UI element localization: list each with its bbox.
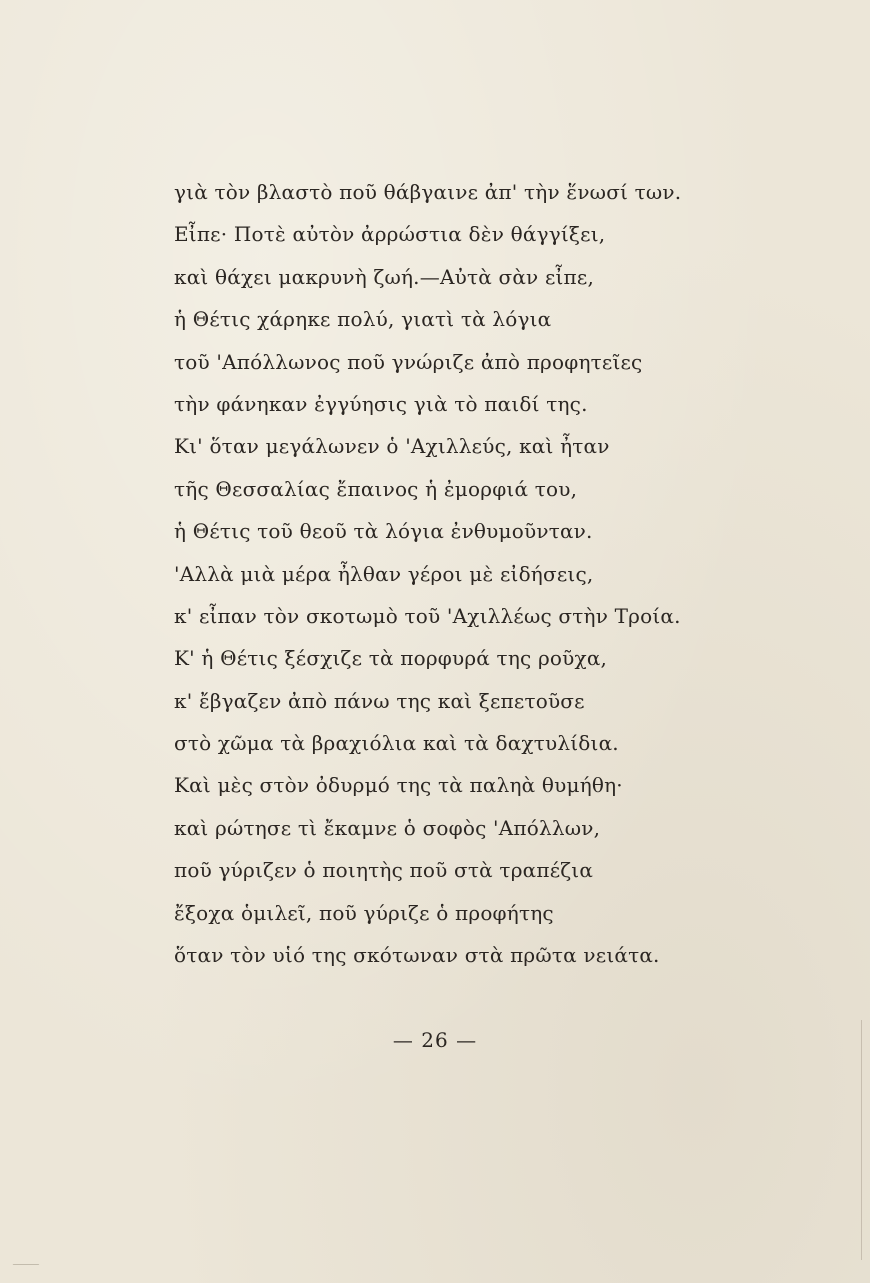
poem-text (174, 171, 734, 976)
poem-line: γιὰ τὸν βλαστὸ ποῦ θάβγαινε ἀπ' τὴν ἕνωσί των. (174, 180, 682, 204)
poem-line: ἔξοχα ὁμιλεῖ, ποῦ γύριζε ὁ προφήτης (174, 900, 554, 925)
poem-line: τῆς Θεσσαλίας ἔπαινος ἡ ἐμορφιά του, (174, 476, 578, 501)
poem-line: Κ' ἡ Θέτις ξέσχιζε τὰ πορφυρά της ροῦχα, (174, 646, 608, 671)
poem-line: ἡ Θέτις τοῦ θεοῦ τὰ λόγια ἐνθυμοῦνταν. (174, 519, 593, 544)
page-edge-line (861, 1020, 862, 1260)
poem-line: ὅταν τὸν υἱό της σκότωναν στὰ πρῶτα νειάτα. (174, 943, 660, 968)
poem-line: καὶ ρώτησε τὶ ἔκαμνε ὁ σοφὸς 'Απόλλων, (174, 815, 601, 840)
page-number: — 26 — (392, 1028, 478, 1052)
poem-line: Καὶ μὲς στὸν ὀδυρμό της τὰ παληὰ θυμήθη· (174, 773, 623, 798)
poem-line: ἡ Θέτις χάρηκε πολύ, γιατὶ τὰ λόγια (174, 307, 552, 332)
poem-line: Εἶπε· Ποτὲ αὐτὸν ἀρρώστια δὲν θάγγίξει, (174, 222, 606, 247)
poem-line: 'Αλλὰ μιὰ μέρα ἦλθαν γέροι μὲ εἰδήσεις, (174, 561, 594, 586)
poem-line: καὶ θάχει μακρυνὴ ζωή.—Αὐτὰ σὰν εἶπε, (174, 264, 595, 289)
poem-line: στὸ χῶμα τὰ βραχιόλια καὶ τὰ δαχτυλίδια. (174, 731, 619, 756)
page-corner-fold (0, 1264, 39, 1283)
poem-line: τοῦ 'Απόλλωνος ποῦ γνώριζε ἀπὸ προφητεῖες (174, 349, 643, 374)
poem-line: τὴν φάνηκαν ἐγγύησις γιὰ τὸ παιδί της. (174, 391, 588, 416)
poem-line: ποῦ γύριζεν ὁ ποιητὴς ποῦ στὰ τραπέζια (174, 858, 594, 883)
poem-line: Κι' ὅταν μεγάλωνεν ὁ 'Αχιλλεύς, καὶ ἦταν (174, 434, 610, 459)
poem-line: κ' ἔβγαζεν ἀπὸ πάνω της καὶ ξεπετοῦσε (174, 688, 585, 713)
poem-line: κ' εἶπαν τὸν σκοτωμὸ τοῦ 'Αχιλλέως στὴν Τροία. (174, 603, 681, 628)
